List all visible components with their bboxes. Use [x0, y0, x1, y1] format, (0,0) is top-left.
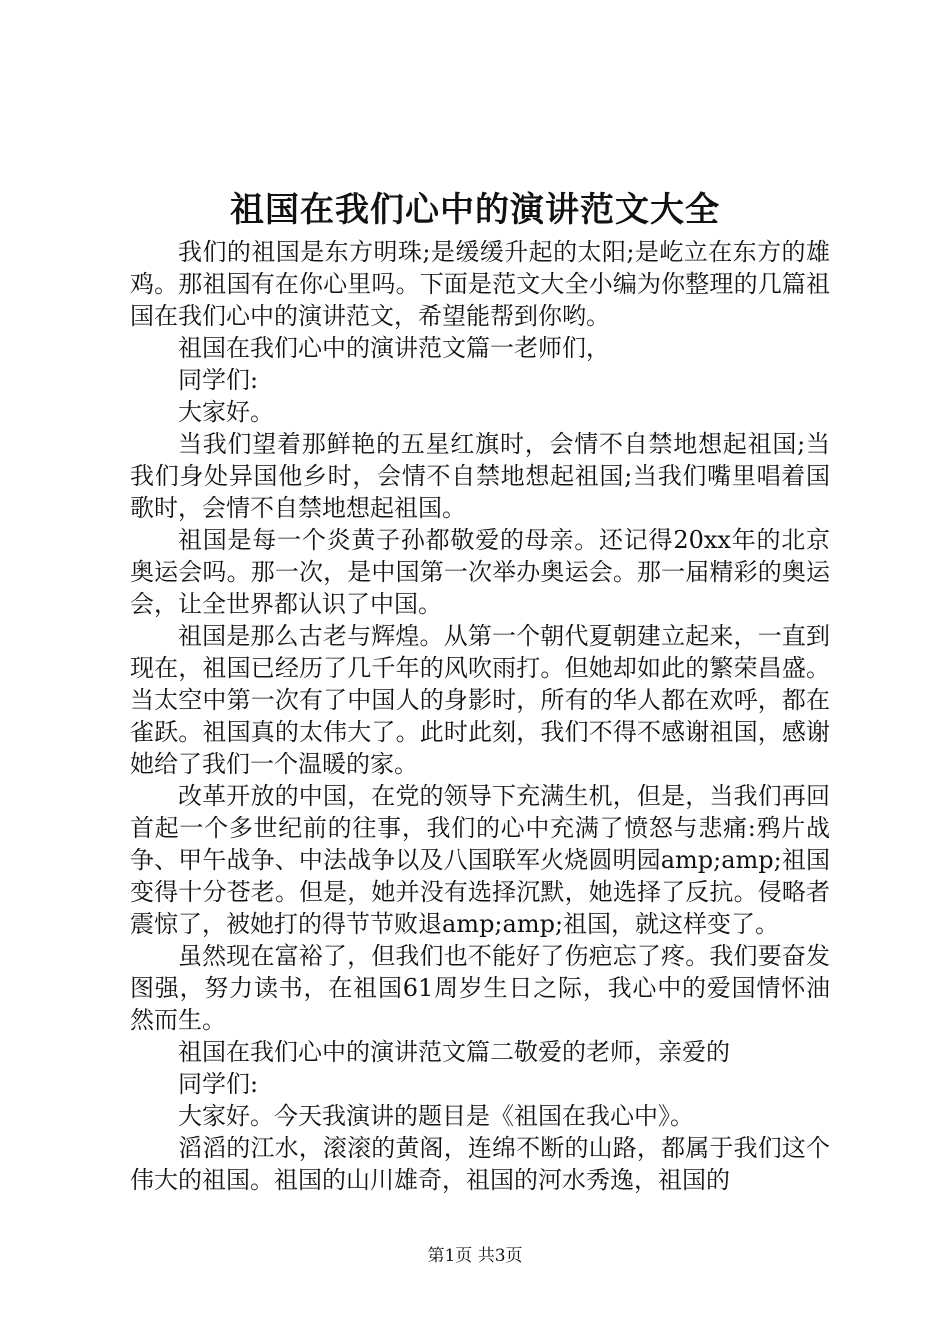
paragraph: 祖国在我们心中的演讲范文篇二敬爱的老师，亲爱的 [178, 1038, 730, 1066]
paragraph: 当我们望着那鲜艳的五星红旗时，会情不自禁地想起祖国;当我们身处异国他乡时，会情不自禁地想起祖国;当我们嘴里唱着国歌时，会情不自禁地想起祖国。 [130, 430, 830, 522]
paragraph: 祖国是每一个炎黄子孙都敬爱的母亲。还记得20xx年的北京奥运会吗。那一次，是中国第一次举办奥运会。那一届精彩的奥运会，让全世界都认识了中国。 [130, 526, 830, 618]
paragraph: 同学们: [178, 1070, 259, 1098]
paragraph: 同学们: [178, 366, 259, 394]
paragraph: 改革开放的中国，在党的领导下充满生机，但是，当我们再回首起一个多世纪前的往事，我们的心中充满了愤怒与悲痛:鸦片战争、甲午战争、中法战争以及八国联军火烧圆明园amp;amp;祖国变得十分苍老。但是，她并没有选择沉默，她选择了反抗。侵略者震惊了，被她打的得节节败退amp;amp;祖国，就这样变了。 [130, 782, 830, 938]
paragraph: 我们的祖国是东方明珠;是缓缓升起的太阳;是屹立在东方的雄鸡。那祖国有在你心里吗。下面是范文大全小编为你整理的几篇祖国在我们心中的演讲范文，希望能帮到你哟。 [130, 238, 830, 330]
paragraph: 大家好。 [178, 398, 274, 426]
document-body [130, 236, 830, 1196]
page-footer: 第1页 共3页 [427, 1246, 523, 1266]
document-title: 祖国在我们心中的演讲范文大全 [230, 190, 720, 230]
paragraph: 祖国在我们心中的演讲范文篇一老师们， [178, 334, 610, 362]
paragraph: 滔滔的江水，滚滚的黄阁，连绵不断的山路，都属于我们这个伟大的祖国。祖国的山川雄奇，祖国的河水秀逸，祖国的 [130, 1134, 830, 1194]
paragraph: 祖国是那么古老与辉煌。从第一个朝代夏朝建立起来，一直到现在，祖国已经历了几千年的风吹雨打。但她却如此的繁荣昌盛。当太空中第一次有了中国人的身影时，所有的华人都在欢呼，都在雀跃。祖国真的太伟大了。此时此刻，我们不得不感谢祖国，感谢她给了我们一个温暖的家。 [130, 622, 830, 778]
paragraph: 大家好。今天我演讲的题目是《祖国在我心中》。 [178, 1102, 694, 1130]
paragraph: 虽然现在富裕了，但我们也不能好了伤疤忘了疼。我们要奋发图强，努力读书，在祖国61周岁生日之际，我心中的爱国情怀油然而生。 [130, 942, 830, 1034]
